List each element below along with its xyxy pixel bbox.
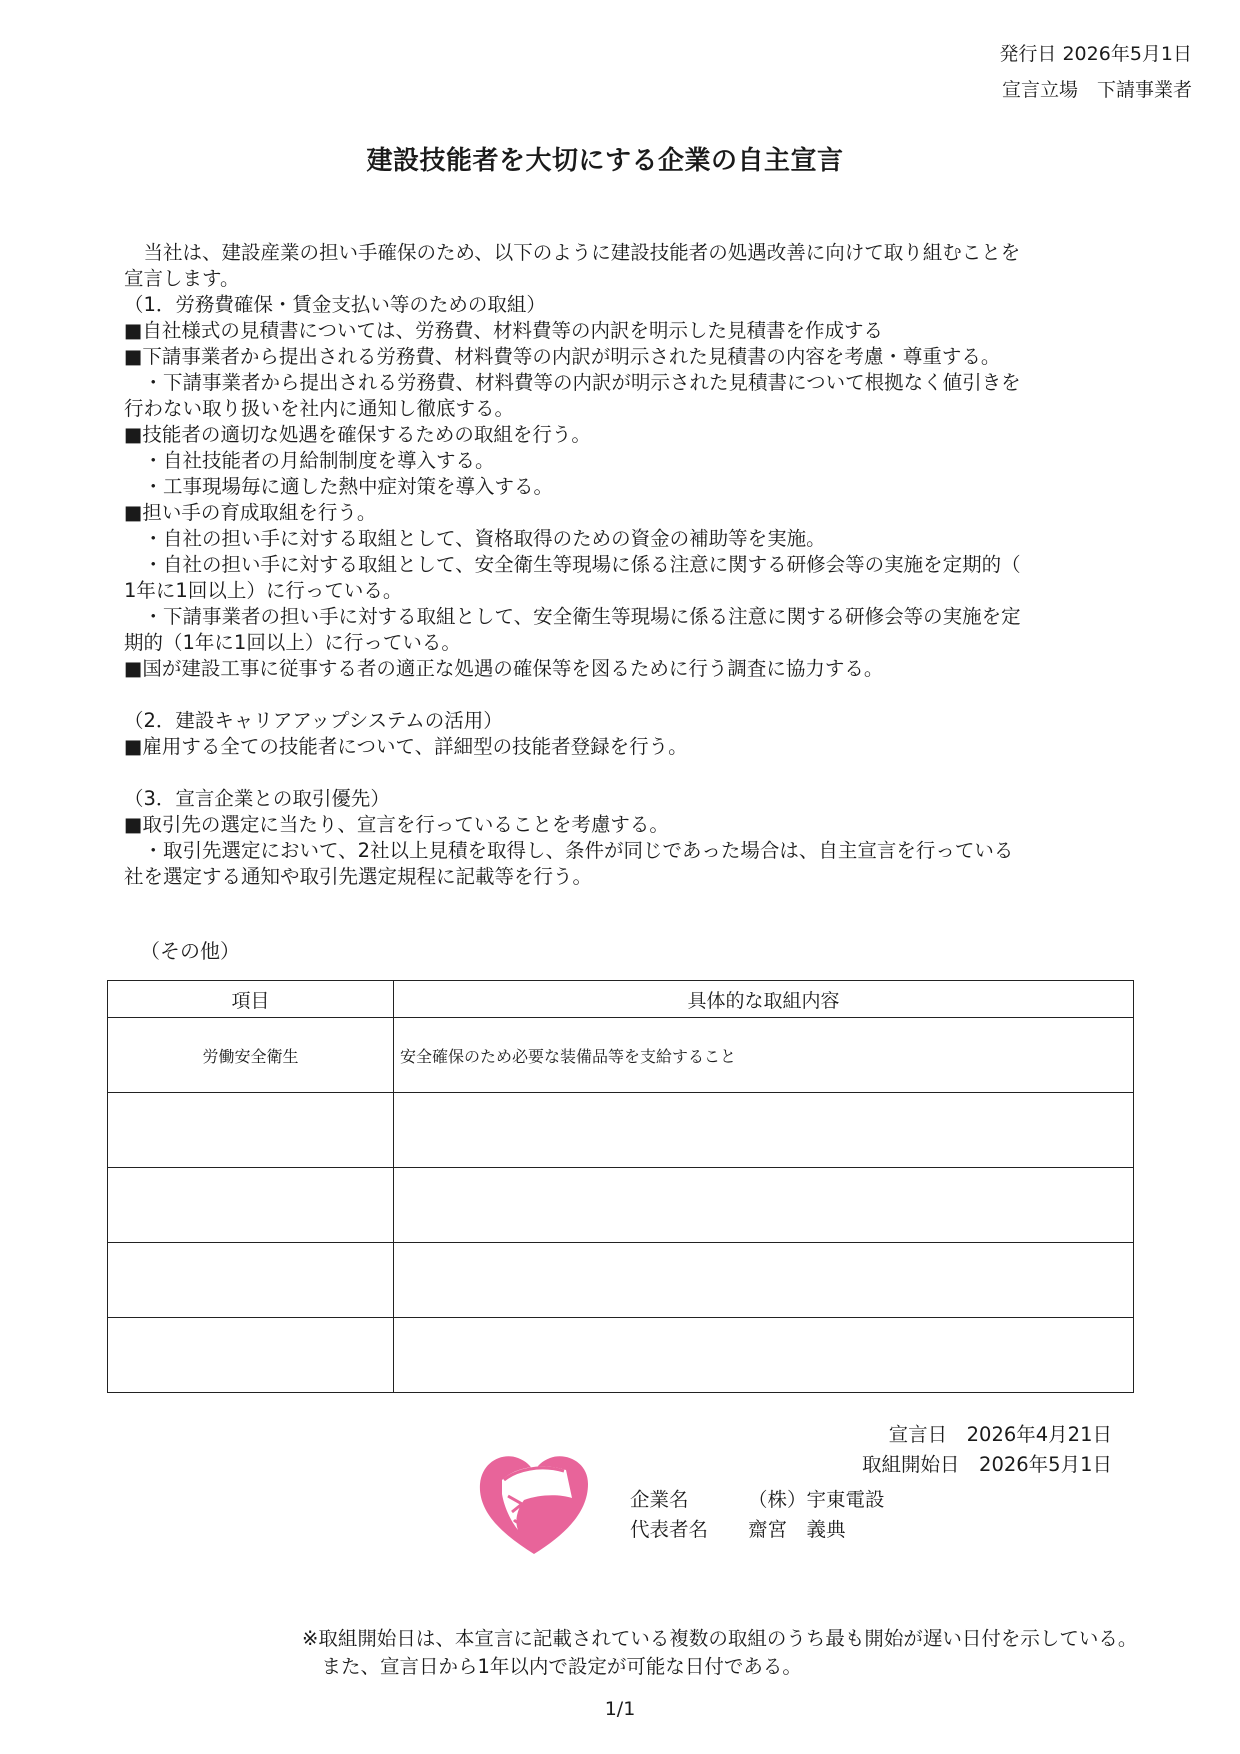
body-line: ・自社技能者の月給制制度を導入する。	[124, 449, 495, 472]
table-row	[108, 1018, 1134, 1093]
body-line: ■取引先の選定に当たり、宣言を行っていることを考慮する。	[124, 813, 669, 836]
table-cell-item	[108, 1093, 394, 1168]
issue-date: 発行日 2026年5月1日	[999, 43, 1192, 65]
start-date-label: 取組開始日	[862, 1453, 960, 1476]
declaration-dates	[862, 1420, 1112, 1480]
representative-name: 齋宮 義典	[748, 1518, 846, 1541]
body-line: ・自社の担い手に対する取組として、安全衛生等現場に係る注意に関する研修会等の実施を定期的（	[124, 553, 1021, 576]
heart-face-logo-icon	[474, 1450, 594, 1560]
start-date: 2026年5月1日	[979, 1453, 1112, 1476]
body-line: （1．労務費確保・賃金支払い等のための取組）	[124, 293, 546, 316]
representative-row	[630, 1515, 885, 1545]
other-initiatives-table	[107, 980, 1134, 1393]
body-line	[124, 682, 1094, 708]
page-number: 1/1	[604, 1698, 636, 1720]
company-name-row	[630, 1485, 885, 1515]
body-line: 当社は、建設産業の担い手確保のため、以下のように建設技能者の処遇改善に向けて取り組むことを	[124, 241, 1021, 264]
body-line	[124, 760, 1094, 786]
start-date-row	[862, 1450, 1112, 1480]
representative-label: 代表者名	[630, 1518, 709, 1541]
body-line: ■国が建設工事に従事する者の適正な処遇の確保等を図るために行う調査に協力する。	[124, 657, 884, 680]
table-cell-content	[394, 1168, 1134, 1243]
company-name: （株）宇東電設	[748, 1488, 885, 1511]
header-info	[999, 36, 1192, 108]
body-line: ■下請事業者から提出される労務費、材料費等の内訳が明示された見積書の内容を考慮・尊重する。	[124, 345, 1001, 368]
body-line: （3．宣言企業との取引優先）	[124, 787, 390, 810]
body-line: ■担い手の育成取組を行う。	[124, 501, 377, 524]
table-cell-content	[394, 1243, 1134, 1318]
body-line: 宣言します。	[124, 267, 240, 290]
table-row	[108, 1168, 1134, 1243]
table-row	[108, 1093, 1134, 1168]
body-line: 社を選定する通知や取引先選定規程に記載等を行う。	[124, 865, 593, 888]
body-line: 期的（1年に1回以上）に行っている。	[124, 631, 461, 654]
body-line: ■技能者の適切な処遇を確保するための取組を行う。	[124, 423, 591, 446]
body-line: 行わない取り扱いを社内に通知し徹底する。	[124, 397, 515, 420]
body-line: ・下請事業者から提出される労務費、材料費等の内訳が明示された見積書について根拠なく値引きを	[124, 371, 1021, 394]
company-info	[630, 1485, 885, 1545]
declaration-body	[124, 240, 1094, 890]
body-line: ■雇用する全ての技能者について、詳細型の技能者登録を行う。	[124, 735, 688, 758]
declaration-date: 2026年4月21日	[966, 1423, 1112, 1446]
body-line: ■自社様式の見積書については、労務費、材料費等の内訳を明示した見積書を作成する	[124, 319, 884, 342]
table-cell-content: 安全確保のため必要な装備品等を支給すること	[394, 1018, 1134, 1093]
body-line: （2．建設キャリアアップシステムの活用）	[124, 709, 503, 732]
table-cell-item	[108, 1318, 394, 1393]
declaration-date-label: 宣言日	[888, 1423, 948, 1446]
table-cell-item	[108, 1168, 394, 1243]
body-line: ・下請事業者の担い手に対する取組として、安全衛生等現場に係る注意に関する研修会等の実施を定	[124, 605, 1021, 628]
company-name-label: 企業名	[630, 1488, 689, 1511]
table-cell-item	[108, 1243, 394, 1318]
table-row	[108, 1243, 1134, 1318]
table-row	[108, 1318, 1134, 1393]
body-line: 1年に1回以上）に行っている。	[124, 579, 403, 602]
table-cell-content	[394, 1318, 1134, 1393]
declaration-date-row	[862, 1420, 1112, 1450]
footnote: ※取組開始日は、本宣言に記載されている複数の取組のうち最も開始が遅い日付を示している。 また、宣言日から1年以内で設定が可能な日付である。	[302, 1627, 1138, 1678]
declarant-position: 宣言立場 下請事業者	[1001, 79, 1192, 101]
table-cell-content	[394, 1093, 1134, 1168]
body-line: ・工事現場毎に適した熱中症対策を導入する。	[124, 475, 554, 498]
document-title: 建設技能者を大切にする企業の自主宣言	[366, 146, 844, 176]
column-header-content: 具体的な取組内容	[394, 981, 1134, 1018]
table-header-row	[108, 981, 1134, 1018]
column-header-item: 項目	[108, 981, 394, 1018]
other-section-label: （その他）	[140, 939, 240, 963]
body-line: ・自社の担い手に対する取組として、資格取得のための資金の補助等を実施。	[124, 527, 826, 550]
table-cell-item: 労働安全衛生	[108, 1018, 394, 1093]
body-line: ・取引先選定において、2社以上見積を取得し、条件が同じであった場合は、自主宣言を行っている	[124, 839, 1014, 862]
